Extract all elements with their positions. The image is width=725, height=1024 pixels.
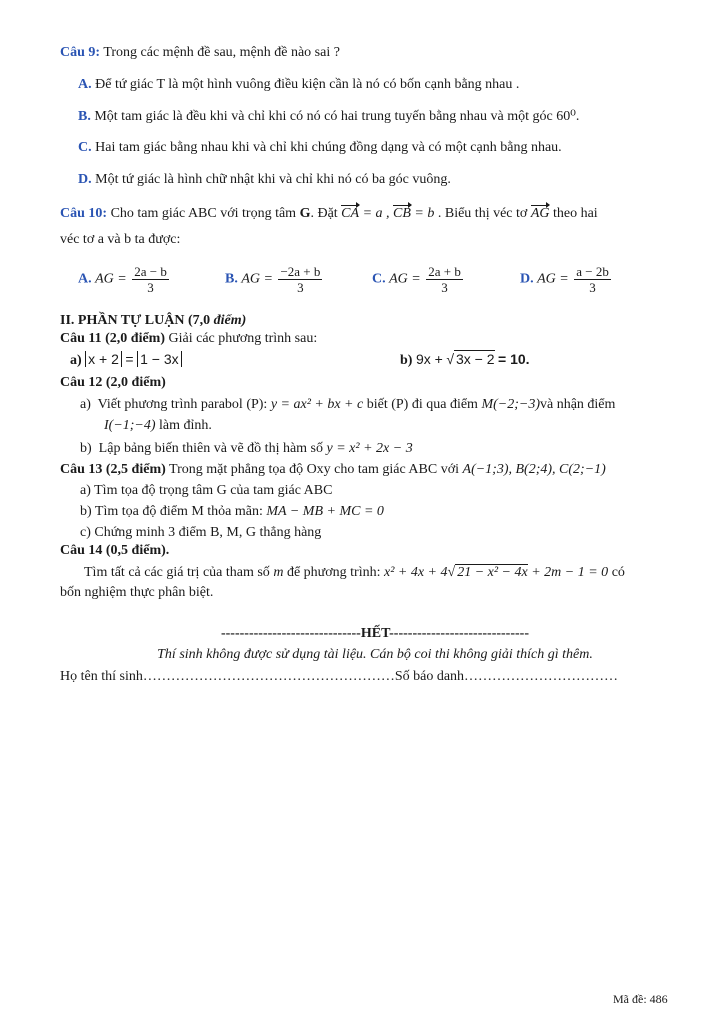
q14-heading: Câu 14 (0,5 điểm). bbox=[60, 543, 170, 558]
candidate-info: Họ tên thí sinh………………………………………………Số báo danh…………………………… bbox=[60, 669, 619, 684]
q11-a: a) x + 2 = 1 − 3x bbox=[70, 350, 182, 370]
q10-option-a: A. AG = $\frac{2a - b}{3}$ bbox=[78, 264, 167, 295]
q11-heading: Câu 11 (2,0 điểm) Giải các phương trình sau: bbox=[60, 331, 318, 346]
end-marker: ------------------------------HẾT------------------------------ bbox=[220, 626, 529, 641]
q10-line2: véc tơ a và b ta được: bbox=[60, 232, 181, 247]
q12-b: b) Lập bảng biến thiên và vẽ đồ thị hàm số y = x² + 2x − 3 bbox=[80, 441, 413, 456]
q13-heading: Câu 13 (2,5 điểm) Trong mặt phẳng tọa độ Oxy cho tam giác ABC với A(−1;3), B(2;4), C(2;−1) bbox=[60, 462, 606, 477]
q10-option-b: B. AG = $\frac{-2a + b}{3}$ bbox=[225, 264, 321, 295]
q10-heading: Câu 10: Cho tam giác ABC với trọng tâm G. Đặt CA = a , CB = b . Biểu thị véc tơ AG theo hai bbox=[60, 206, 598, 221]
q12-a: a) Viết phương trình parabol (P): y = ax² + bx + c biết (P) đi qua điểm M(−2;−3)và nhận điểm bbox=[80, 397, 616, 412]
q14-line1: Tìm tất cả các giá trị của tham số m để phương trình: x² + 4x + 4√ 21 − x² − 4x + 2m − 1 = 0 có bbox=[84, 565, 625, 580]
q9-option-a: A. Để tứ giác T là một hình vuông điều kiện cần là nó có bốn cạnh bằng nhau . bbox=[78, 77, 520, 92]
q9-label: Câu 9: bbox=[60, 45, 101, 60]
q11-b: b) 9x + √ 3x − 2 = 10. bbox=[400, 351, 530, 368]
q9-option-b: B. Một tam giác là đều khi và chỉ khi có nó có hai trung tuyến bằng nhau và một góc 60⁰. bbox=[78, 109, 580, 124]
q10-label: Câu 10: bbox=[60, 206, 108, 221]
q9-option-d: D. Một tứ giác là hình chữ nhật khi và chỉ khi nó có ba góc vuông. bbox=[78, 172, 451, 187]
q13-a: a) Tìm tọa độ trọng tâm G của tam giác ABC bbox=[80, 483, 333, 498]
q12-heading: Câu 12 (2,0 điểm) bbox=[60, 375, 166, 390]
exam-code: Mã đề: 486 bbox=[613, 992, 668, 1006]
q14-line2: bốn nghiệm thực phân biệt. bbox=[60, 585, 214, 600]
q12-a-line2: I(−1;−4) làm đỉnh. bbox=[104, 418, 212, 433]
part2-title: II. PHẦN TỰ LUẬN (7,0 điểm) bbox=[60, 313, 247, 328]
q13-b: b) Tìm tọa độ điểm M thỏa mãn: MA − MB + MC = 0 bbox=[80, 504, 384, 519]
q9-option-c: C. Hai tam giác bằng nhau khi và chỉ khi chúng đồng dạng và có một cạnh bằng nhau. bbox=[78, 140, 562, 155]
q9-text: Trong các mệnh đề sau, mệnh đề nào sai ? bbox=[103, 45, 340, 60]
q10-option-d: D. AG = $\frac{a - 2b}{3}$ bbox=[520, 264, 609, 295]
q13-c: c) Chứng minh 3 điểm B, M, G thẳng hàng bbox=[80, 525, 322, 540]
q9-heading bbox=[60, 44, 340, 62]
q10-option-c: C. AG = $\frac{2a + b}{3}$ bbox=[372, 264, 461, 295]
exam-note: Thí sinh không được sử dụng tài liệu. Cán bộ coi thi không giải thích gì thêm. bbox=[157, 647, 593, 662]
